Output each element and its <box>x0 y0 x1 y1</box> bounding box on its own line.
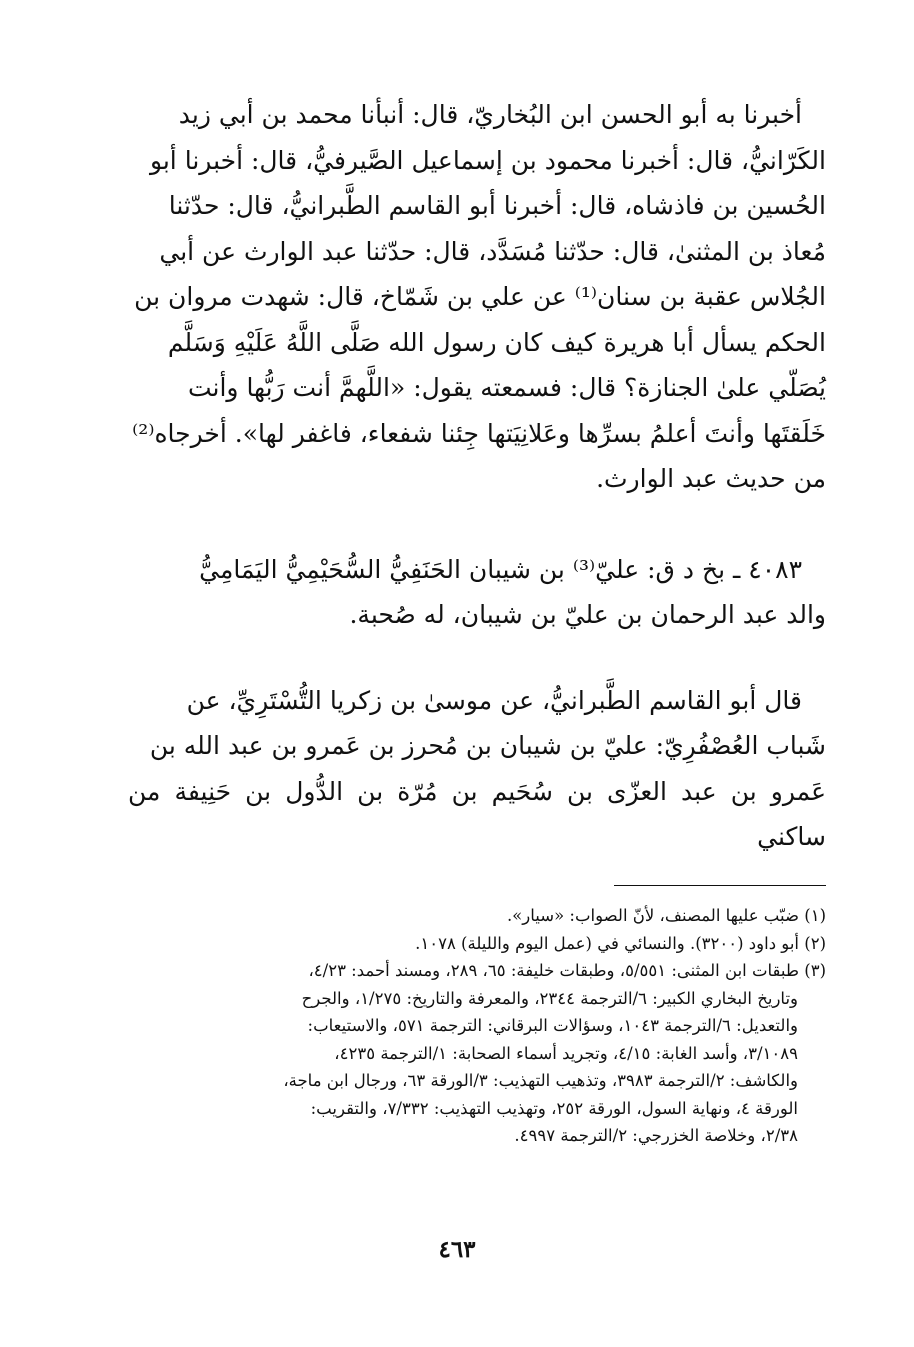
text-line: شَباب العُصْفُرِيّ: عليّ بن شيبان بن مُحرز بن عَمرو بن عبد الله بن <box>149 731 826 760</box>
text-line: قال أبو القاسم الطَّبرانيُّ، عن موسىٰ بن زكريا التُّسْتَرِيِّ، عن <box>186 685 802 715</box>
text-line: الكَرّانيُّ، قال: أخبرنا محمود بن إسماعيل الصَّيرفيُّ، قال: أخبرنا أبو <box>149 145 826 175</box>
text-line: خَلَقتَها وأنتَ أعلمُ بسرِّها وعَلانِيَتها جِئنا شفعاء، فاغفر لها». أخرجاه⁽²⁾ <box>132 418 826 448</box>
hadith-paragraph <box>128 92 826 502</box>
main-text <box>128 92 826 860</box>
footnote-3-line: الورقة ٤، ونهاية السول، الورقة ٢٥٢، وتهذيب التهذيب: ٧/٣٣٢، والتقريب: <box>310 1098 798 1118</box>
footnotes <box>128 902 826 1150</box>
narration-paragraph <box>128 678 826 860</box>
footnote-3-line: والتعديل: ٦/الترجمة ١٠٤٣، وسؤالات البرقاني: الترجمة ٥٧١، والاستيعاب: <box>307 1016 798 1035</box>
footnote-3-line: وتاريخ البخاري الكبير: ٦/الترجمة ٢٣٤٤، والمعرفة والتاريخ: ١/٢٧٥، والجرح <box>301 988 798 1008</box>
text-line: الجُلاس عقبة بن سنان⁽¹⁾ عن علي بن شَمّاخ، قال: شهدت مروان بن <box>134 282 826 311</box>
footnote-2: (٢) أبو داود (٣٢٠٠). والنسائي في (عمل اليوم والليلة) ١٠٧٨. <box>415 933 826 953</box>
page-number: ٤٦٣ <box>438 1236 476 1263</box>
text-line: الحُسين بن فاذشاه، قال: أخبرنا أبو القاسم الطَّبرانيُّ، قال: حدّثنا <box>168 191 826 220</box>
footnote-3-line: ٣/١٠٨٩، وأسد الغابة: ٤/١٥، وتجريد أسماء الصحابة: ١/الترجمة ٤٢٣٥، <box>334 1043 798 1063</box>
footnote-separator <box>614 885 826 886</box>
text-line: مُعاذ بن المثنىٰ، قال: حدّثنا مُسَدَّد، قال: حدّثنا عبد الوارث عن أبي <box>159 236 826 266</box>
text-line: يُصَلّي علىٰ الجنازة؟ قال: فسمعته يقول: «اللَّهمَّ أنت رَبُّها وأنت <box>187 373 826 402</box>
text-line: الحكم يسأل أبا هريرة كيف كان رسول الله صَلَّى اللَّهُ عَلَيْهِ وَسَلَّم <box>167 327 826 357</box>
text-line: والد عبد الرحمان بن عليّ بن شيبان، له صُحبة. <box>349 600 826 629</box>
footnote-3: (٣) طبقات ابن المثنى: ٥/٥٥١، وطبقات خليفة: ٦٥، ٢٨٩، ومسند أحمد: ٤/٢٣، <box>308 961 826 980</box>
footnote-3-line: ٢/٣٨، وخلاصة الخزرجي: ٢/الترجمة ٤٩٩٧. <box>514 1126 798 1145</box>
text-line: عَمرو بن عبد العزّى بن سُحَيم بن مُرّة بن الدُّول بن حَنِيفة من ساكني <box>128 776 826 851</box>
text-line: من حديث عبد الوارث. <box>596 464 826 493</box>
text-line: ٤٠٨٣ ـ بخ د ق: عليّ⁽³⁾ بن شيبان الحَنَفِيُّ السُّحَيْمِيُّ اليَمَامِيُّ <box>199 554 802 584</box>
footnote-3-line: والكاشف: ٢/الترجمة ٣٩٨٣، وتذهيب التهذيب: ٣/الورقة ٦٣، ورجال ابن ماجة، <box>283 1071 798 1090</box>
text-line: أخبرنا به أبو الحسن ابن البُخاريّ، قال: أنبأنا محمد بن أبي زيد <box>178 100 802 129</box>
biography-entry-heading <box>128 547 826 638</box>
footnote-1: (١) ضبّب عليها المصنف، لأنّ الصواب: «سيار». <box>506 906 826 925</box>
